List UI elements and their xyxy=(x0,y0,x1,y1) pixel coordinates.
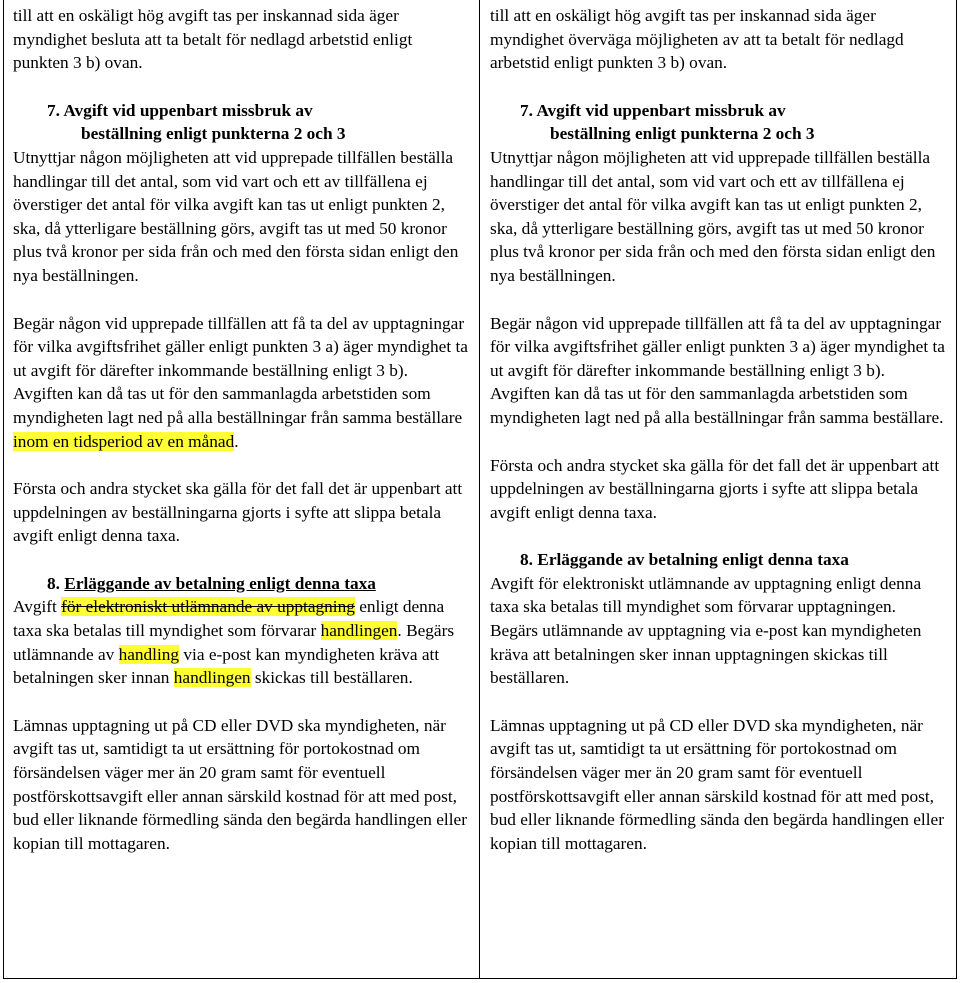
intro-paragraph: till att en oskäligt hög avgift tas per inskannad sida äger myndighet besluta att ta betalt för nedlagd arbetstid enligt punkten 3 b) ovan. xyxy=(13,6,413,73)
right-column xyxy=(480,0,956,978)
body-text: Avgift xyxy=(13,597,62,617)
section-number: 7. xyxy=(47,100,60,120)
section-title-line2: beställning enligt punkterna 2 och 3 xyxy=(81,124,346,144)
section-title-line1: Avgift vid uppenbart missbruk av xyxy=(63,100,313,120)
paragraph-repeated-requests xyxy=(13,312,471,454)
section-8-body: Avgift för elektroniskt utlämnande av upptagning enligt denna taxa ska betalas till myndighet som förvarar upptagningen. Begärs utlämnande av upptagning via e-post kan myndigheten kräva att betalningen sker innan upptagningen skickas till beställaren. xyxy=(490,573,922,688)
section-title-line2: beställning enligt punkterna 2 och 3 xyxy=(550,124,815,144)
paragraph-repeated-requests: Begär någon vid upprepade tillfällen att få ta del av upptagningar för vilka avgiftsfrihet gäller enligt punkten 3 a) äger myndighet ta ut avgift för därefter inkommande beställning enligt 3 b). Avgiften kan då tas ut för den sammanlagda arbetstiden som myndigheten lagt ned på alla beställningar från samma beställare. xyxy=(490,313,945,427)
section-7-body: Utnyttjar någon möjligheten att vid upprepade tillfällen beställa handlingar till det antal, som vid vart och ett av tillfällena ej överstiger det antal för vilka avgift kan tas ut enligt punkten 2, ska, då ytterligare beställning görs, avgift tas ut med 50 kronor plus två kronor per sida från och med den första sidan enligt den nya beställningen. xyxy=(490,147,936,285)
section-7 xyxy=(13,99,471,288)
paragraph-cd-dvd: Lämnas upptagning ut på CD eller DVD ska myndigheten, när avgift tas ut, samtidigt ta ut ersättning för portokostnad om försändelsen väger mer än 20 gram samt för eventuell postförskottsavgift eller annan särskild kostnad för att med post, bud eller liknande förmedling sända den begärda handlingen eller kopian till mottagaren. xyxy=(490,715,944,853)
section-8-heading xyxy=(490,548,948,572)
section-title: Erläggande av betalning enligt denna taxa xyxy=(64,573,376,593)
body-text: . Begärs utlämnande av xyxy=(13,621,455,664)
section-7-heading xyxy=(490,99,948,146)
section-8-heading xyxy=(13,572,471,596)
intro-paragraph: till att en oskäligt hög avgift tas per inskannad sida äger myndighet överväga möjligheten av att ta betalt för nedlagd arbetstid enligt punkten 3 b) ovan. xyxy=(490,6,904,73)
paragraph-split-orders: Första och andra stycket ska gälla för det fall det är uppenbart att uppdelningen av beställningarna gjorts i syfte att slippa betala avgift enligt denna taxa. xyxy=(490,455,940,522)
body-text: enligt denna taxa ska betalas till myndighet som förvarar xyxy=(13,597,445,641)
left-column xyxy=(4,0,480,978)
body-text: skickas till beställaren. xyxy=(250,668,413,688)
section-8-body xyxy=(13,595,471,689)
body-text: via e-post kan myndigheten kräva att betalningen sker innan xyxy=(13,644,440,688)
paragraph-text: Begär någon vid upprepade tillfällen att få ta del av upptagningar för vilka avgiftsfrihet gäller enligt punkten 3 a) äger myndighet ta ut avgift för därefter inkommande beställning enligt 3 b). Avgiften kan då tas ut för den sammanlagda arbetstiden som myndigheten lagt ned på alla beställningar från samma beställare xyxy=(13,313,468,427)
section-title: Erläggande av betalning enligt denna taxa xyxy=(537,550,849,570)
section-number: 7. xyxy=(520,100,533,120)
struck-highlighted-text: för elektroniskt utlämnande av upptagning xyxy=(61,597,355,617)
section-title-line1: Avgift vid uppenbart missbruk av xyxy=(536,100,786,120)
section-7 xyxy=(490,99,948,288)
section-8 xyxy=(490,548,948,690)
highlighted-text: inom en tidsperiod av en månad xyxy=(13,431,235,451)
section-number: 8. xyxy=(520,550,533,570)
comparison-table xyxy=(3,0,957,979)
section-7-heading xyxy=(13,99,471,146)
highlighted-text: handling xyxy=(118,644,180,664)
paragraph-cd-dvd: Lämnas upptagning ut på CD eller DVD ska myndigheten, när avgift tas ut, samtidigt ta ut ersättning för portokostnad om försändelsen väger mer än 20 gram samt för eventuell postförskottsavgift eller annan särskild kostnad för att med post, bud eller liknande förmedling sända den begärda handlingen eller kopian till mottagaren. xyxy=(13,715,467,853)
section-8 xyxy=(13,572,471,690)
paragraph-end: . xyxy=(234,431,239,451)
paragraph-split-orders: Första och andra stycket ska gälla för det fall det är uppenbart att uppdelningen av beställningarna gjorts i syfte att slippa betala avgift enligt denna taxa. xyxy=(13,479,463,546)
highlighted-text: handlingen xyxy=(320,621,398,641)
section-7-body: Utnyttjar någon möjligheten att vid upprepade tillfällen beställa handlingar till det antal, som vid vart och ett av tillfällena ej överstiger det antal för vilka avgift kan tas ut enligt punkten 2, ska, då ytterligare beställning görs, avgift tas ut med 50 kronor plus två kronor per sida från och med den första sidan enligt den nya beställningen. xyxy=(13,147,459,285)
highlighted-text: handlingen xyxy=(173,668,251,688)
section-number: 8. xyxy=(47,573,60,593)
